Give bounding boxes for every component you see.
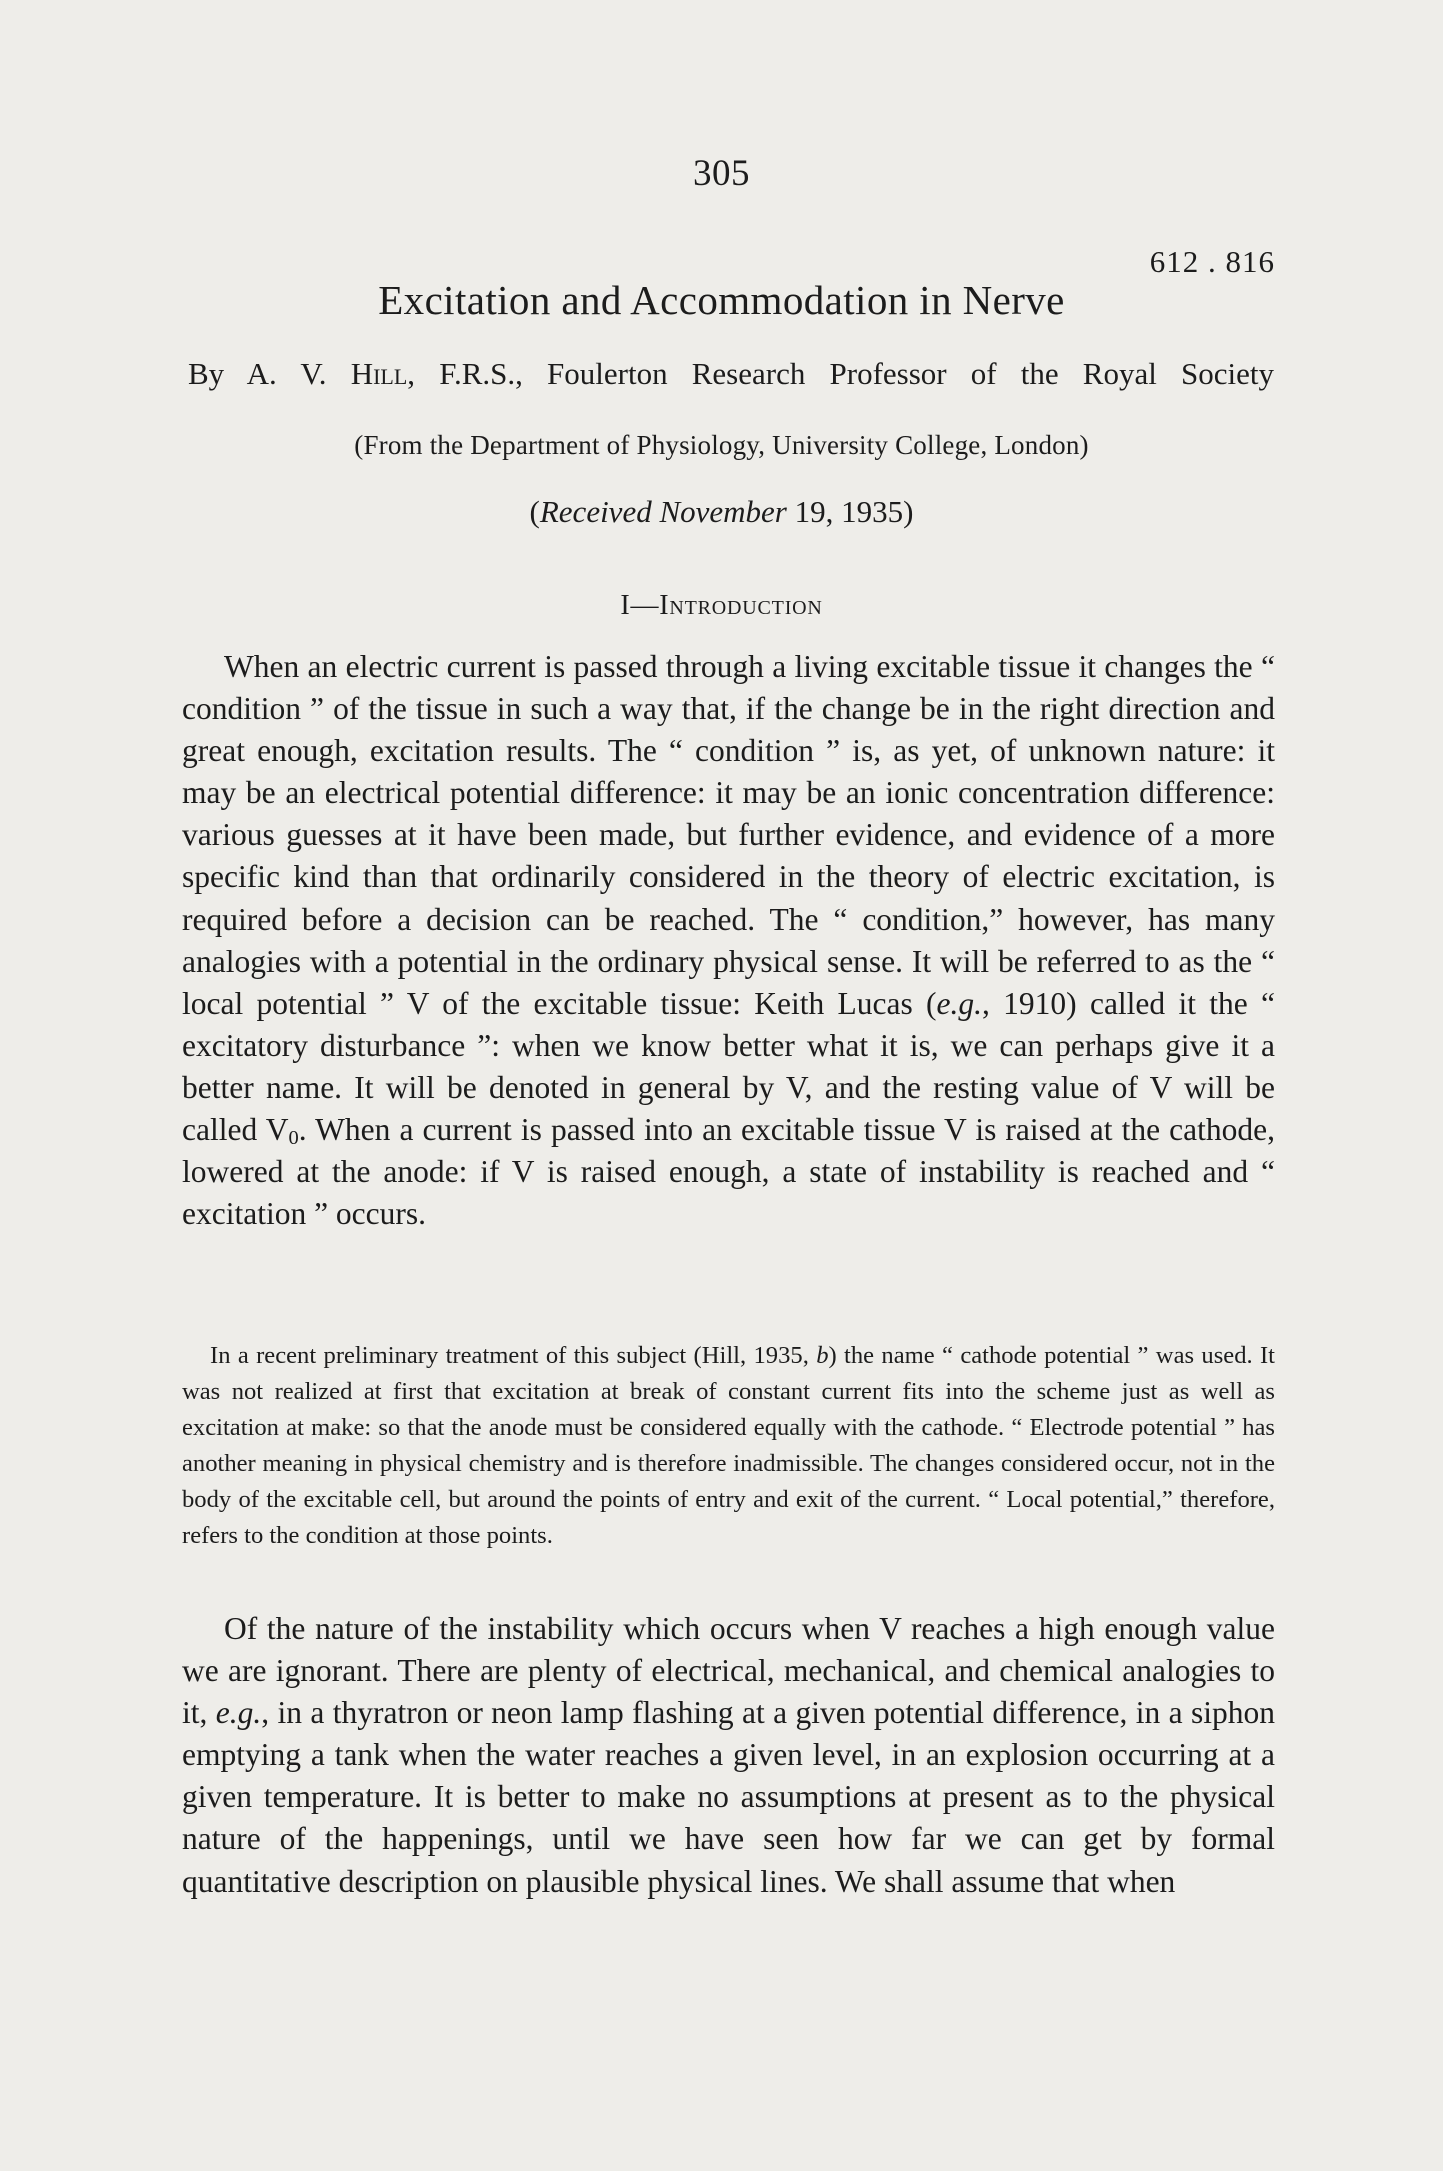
- paragraph-1-text-b: , 1910) called it the “ excitatory disturbance ”: when we know better what it is, we can perhaps give it a better name. It will be denoted in general by V, and the resting value of V will be called V: [182, 985, 1275, 1148]
- paragraph-1-text-c: . When a current is passed into an excitable tissue V is raised at the cathode, lowered at the anode: if V is raised enough, a state of instability is reached and “ excitation ” occurs.: [182, 1112, 1275, 1232]
- footnote-ref-letter: b: [816, 1342, 829, 1369]
- author-surname: Hill: [350, 356, 408, 391]
- body-paragraph-2: [182, 1608, 1275, 1903]
- section-number: I—: [620, 590, 660, 621]
- byline-suffix: , F.R.S., Foulerton Research Professor of the Royal Society: [407, 356, 1275, 391]
- article-title: Excitation and Accommodation in Nerve: [378, 277, 1065, 323]
- paragraph-1-text-a: When an electric current is passed through a living excitable tissue it changes the “ condition ” of the tissue in such a way that, if the change be in the right direction and great enough, excitation results. The “ condition ” is, as yet, of unknown nature: it may be an electrical potential difference: it may be an ionic concentration difference: various guesses at it have been made, but further evidence, and evidence of a more specific kind than that ordinarily considered in the theory of electric excitation, is required before a decision can be reached. The “ condition,” however, has many analogies with a potential in the ordinary physical sense. It will be referred to as the “ local potential ” V of the excitable tissue: Keith Lucas (: [182, 649, 1275, 1021]
- byline-prefix: By A. V.: [188, 356, 351, 391]
- paragraph-2-eg: e.g.: [215, 1695, 262, 1731]
- classification-number: 612 . 816: [1149, 244, 1275, 279]
- footnote-paragraph: [182, 1338, 1275, 1554]
- section-name: Introduction: [659, 590, 823, 621]
- received-date: [0, 494, 1443, 530]
- footnote-text-b: ) the name “ cathode potential ” was used. It was not realized at first that excitation at break of constant current fits into the scheme just as well as excitation at make: so that the anode must be considered equally with the cathode. “ Electrode potential ” has another meaning in physical chemistry and is therefore inadmissible. The changes considered occur, not in the body of the excitable cell, but around the points of entry and exit of the current. “ Local potential,” therefore, refers to the condition at those points.: [182, 1342, 1276, 1549]
- paragraph-1-subscript: 0: [288, 1127, 299, 1150]
- footnote-text-a: In a recent preliminary treatment of this subject (Hill, 1935,: [210, 1342, 817, 1369]
- received-label: Received November: [539, 494, 787, 529]
- byline: [188, 356, 1274, 392]
- page-number: 305: [693, 153, 750, 194]
- affiliation: (From the Department of Physiology, University College, London): [354, 430, 1089, 460]
- section-heading: [0, 590, 1443, 622]
- paragraph-1-eg: e.g.: [936, 985, 983, 1021]
- received-open: (: [529, 494, 540, 529]
- paragraph-2-text-b: , in a thyratron or neon lamp flashing at a given potential difference, in a siphon emptying a tank when the water reaches a given level, in an explosion occurring at a given temperature. It is better to make no assumptions at present as to the physical nature of the happenings, until we have seen how far we can get by formal quantitative description on plausible physical lines. We shall assume that when: [182, 1695, 1275, 1899]
- paragraph-2-text-a: Of the nature of the instability which occurs when V reaches a high enough value we are ignorant. There are plenty of electrical, mechanical, and chemical analogies to it,: [182, 1611, 1275, 1731]
- received-date-value: 19, 1935): [786, 494, 914, 529]
- body-paragraph-1: [182, 646, 1275, 1235]
